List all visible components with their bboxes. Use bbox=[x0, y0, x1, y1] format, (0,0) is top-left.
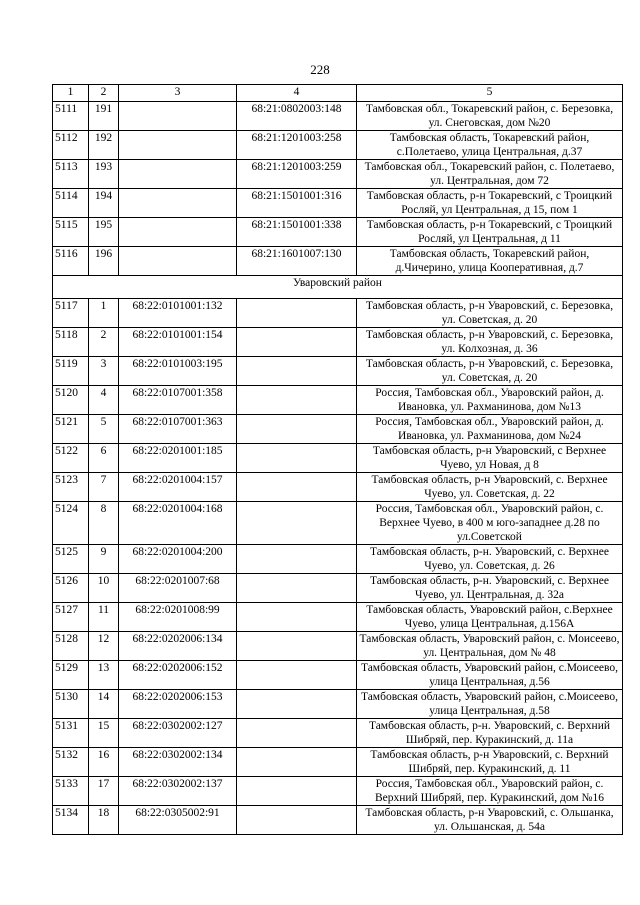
cadastral-number-col3: 68:22:0107001:363 bbox=[119, 415, 237, 444]
table-row bbox=[53, 444, 623, 473]
row-number: 5113 bbox=[53, 160, 89, 189]
row-number: 5132 bbox=[53, 748, 89, 777]
cadastral-number-col4 bbox=[237, 719, 357, 748]
address-cell: Тамбовская область, р-н. Уваровский, с. Верхнее Чуево, ул. Центральная, д. 32а bbox=[357, 574, 623, 603]
table-row bbox=[53, 748, 623, 777]
row-number: 5116 bbox=[53, 247, 89, 276]
address-cell: Тамбовская область, Уваровский район, с.Верхнее Чуево, улица Центральная, д.156А bbox=[357, 603, 623, 632]
row-number: 5127 bbox=[53, 603, 89, 632]
address-cell: Тамбовская область, р-н. Уваровский, с. Верхний Шибряй, пер. Куракинский, д. 11а bbox=[357, 719, 623, 748]
address-cell: Тамбовская область, Уваровский район, с.Моисеево, улица Центральная, д.56 bbox=[357, 661, 623, 690]
item-number: 16 bbox=[89, 748, 119, 777]
address-cell: Тамбовская область, р-н Токаревский, с Троицкий Росляй, ул Центральная, д 11 bbox=[357, 218, 623, 247]
cadastral-number-col4 bbox=[237, 545, 357, 574]
item-number: 194 bbox=[89, 189, 119, 218]
page-number: 228 bbox=[310, 62, 330, 77]
table-row bbox=[53, 545, 623, 574]
table-row bbox=[53, 661, 623, 690]
cadastral-number-col3: 68:22:0101001:154 bbox=[119, 328, 237, 357]
district-title: Уваровский район bbox=[53, 276, 623, 299]
row-number: 5126 bbox=[53, 574, 89, 603]
cadastral-number-col4: 68:21:0802003:148 bbox=[237, 102, 357, 131]
address-cell: Тамбовская область, Уваровский район, с.Моисеево, улица Центральная, д.58 bbox=[357, 690, 623, 719]
cadastral-number-col3: 68:22:0302002:127 bbox=[119, 719, 237, 748]
column-header: 4 bbox=[237, 85, 357, 102]
cadastral-number-col4 bbox=[237, 777, 357, 806]
item-number: 15 bbox=[89, 719, 119, 748]
table-row bbox=[53, 189, 623, 218]
cadastral-number-col3: 68:22:0201001:185 bbox=[119, 444, 237, 473]
row-number: 5115 bbox=[53, 218, 89, 247]
row-number: 5122 bbox=[53, 444, 89, 473]
item-number: 14 bbox=[89, 690, 119, 719]
address-cell: Тамбовская область, р-н Уваровский, с. Верхнее Чуево, ул. Советская, д. 22 bbox=[357, 473, 623, 502]
row-number: 5118 bbox=[53, 328, 89, 357]
row-number: 5134 bbox=[53, 806, 89, 835]
cadastral-number-col4: 68:21:1201003:258 bbox=[237, 131, 357, 160]
row-number: 5123 bbox=[53, 473, 89, 502]
cadastral-number-col4 bbox=[237, 748, 357, 777]
cadastral-number-col3 bbox=[119, 160, 237, 189]
address-cell: Тамбовская область, Токаревский район, с.Полетаево, улица Центральная, д.37 bbox=[357, 131, 623, 160]
cadastral-number-col4 bbox=[237, 328, 357, 357]
item-number: 9 bbox=[89, 545, 119, 574]
address-cell: Тамбовская область, Уваровский район, с. Моисеево, ул. Центральная, дом № 48 bbox=[357, 632, 623, 661]
table-row bbox=[53, 632, 623, 661]
cadastral-number-col4 bbox=[237, 632, 357, 661]
table-row bbox=[53, 473, 623, 502]
cadastral-number-col4 bbox=[237, 806, 357, 835]
row-number: 5120 bbox=[53, 386, 89, 415]
cadastral-number-col3: 68:22:0202006:134 bbox=[119, 632, 237, 661]
table-row bbox=[53, 574, 623, 603]
district-section-row bbox=[53, 276, 623, 299]
table-row bbox=[53, 806, 623, 835]
row-number: 5133 bbox=[53, 777, 89, 806]
row-number: 5111 bbox=[53, 102, 89, 131]
cadastral-number-col3: 68:22:0305002:91 bbox=[119, 806, 237, 835]
item-number: 11 bbox=[89, 603, 119, 632]
item-number: 2 bbox=[89, 328, 119, 357]
cadastral-number-col4 bbox=[237, 444, 357, 473]
address-cell: Тамбовская область, р-н Уваровский, с. Березовка, ул. Советская, д. 20 bbox=[357, 357, 623, 386]
item-number: 196 bbox=[89, 247, 119, 276]
row-number: 5124 bbox=[53, 502, 89, 545]
address-cell: Тамбовская область, р-н Уваровский, с Верхнее Чуево, ул Новая, д 8 bbox=[357, 444, 623, 473]
cadastral-number-col3: 68:22:0202006:153 bbox=[119, 690, 237, 719]
row-number: 5117 bbox=[53, 299, 89, 328]
item-number: 1 bbox=[89, 299, 119, 328]
table-header-row bbox=[53, 85, 623, 102]
row-number: 5128 bbox=[53, 632, 89, 661]
item-number: 8 bbox=[89, 502, 119, 545]
item-number: 195 bbox=[89, 218, 119, 247]
cadastral-number-col4 bbox=[237, 415, 357, 444]
row-number: 5131 bbox=[53, 719, 89, 748]
cadastral-number-col4 bbox=[237, 299, 357, 328]
address-cell: Тамбовская область, р-н. Уваровский, с. Верхнее Чуево, ул. Советская, д. 26 bbox=[357, 545, 623, 574]
item-number: 193 bbox=[89, 160, 119, 189]
item-number: 13 bbox=[89, 661, 119, 690]
item-number: 10 bbox=[89, 574, 119, 603]
table-row bbox=[53, 502, 623, 545]
cadastral-number-col3: 68:22:0101001:132 bbox=[119, 299, 237, 328]
cadastral-number-col4 bbox=[237, 661, 357, 690]
address-cell: Россия, Тамбовская обл., Уваровский район, д. Ивановка, ул. Рахманинова, дом №13 bbox=[357, 386, 623, 415]
cadastral-number-col4: 68:21:1601007:130 bbox=[237, 247, 357, 276]
address-cell: Тамбовская обл., Токаревский район, с. Березовка, ул. Снеговская, дом №20 bbox=[357, 102, 623, 131]
table-row bbox=[53, 328, 623, 357]
cadastral-number-col3: 68:22:0201004:200 bbox=[119, 545, 237, 574]
cadastral-number-col3: 68:22:0302002:137 bbox=[119, 777, 237, 806]
address-cell: Россия, Тамбовская обл., Уваровский район, с. Верхний Шибряй, пер. Куракинский, дом №16 bbox=[357, 777, 623, 806]
item-number: 12 bbox=[89, 632, 119, 661]
table-row bbox=[53, 218, 623, 247]
table-row bbox=[53, 603, 623, 632]
address-cell: Тамбовская область, р-н Уваровский, с. Березовка, ул. Советская, д. 20 bbox=[357, 299, 623, 328]
row-number: 5121 bbox=[53, 415, 89, 444]
table-row bbox=[53, 386, 623, 415]
table-row bbox=[53, 719, 623, 748]
table-row bbox=[53, 299, 623, 328]
item-number: 192 bbox=[89, 131, 119, 160]
row-number: 5112 bbox=[53, 131, 89, 160]
cadastral-number-col3 bbox=[119, 102, 237, 131]
row-number: 5130 bbox=[53, 690, 89, 719]
address-cell: Тамбовская область, р-н Уваровский, с. Верхний Шибряй, пер. Куракинский, д. 11 bbox=[357, 748, 623, 777]
cadastral-number-col3 bbox=[119, 189, 237, 218]
cadastral-number-col3: 68:22:0201008:99 bbox=[119, 603, 237, 632]
cadastral-number-col3: 68:22:0302002:134 bbox=[119, 748, 237, 777]
cadastral-number-col4 bbox=[237, 386, 357, 415]
table-row bbox=[53, 690, 623, 719]
table-row bbox=[53, 415, 623, 444]
row-number: 5119 bbox=[53, 357, 89, 386]
item-number: 3 bbox=[89, 357, 119, 386]
cadastral-number-col3 bbox=[119, 247, 237, 276]
item-number: 191 bbox=[89, 102, 119, 131]
property-register-table bbox=[52, 84, 623, 835]
cadastral-number-col3 bbox=[119, 218, 237, 247]
column-header: 3 bbox=[119, 85, 237, 102]
cadastral-number-col4: 68:21:1201003:259 bbox=[237, 160, 357, 189]
cadastral-number-col4 bbox=[237, 690, 357, 719]
item-number: 18 bbox=[89, 806, 119, 835]
cadastral-number-col3: 68:22:0101003:195 bbox=[119, 357, 237, 386]
cadastral-number-col4 bbox=[237, 603, 357, 632]
column-header: 2 bbox=[89, 85, 119, 102]
address-cell: Тамбовская область, р-н Токаревский, с Троицкий Росляй, ул Центральная, д 15, пом 1 bbox=[357, 189, 623, 218]
column-header: 1 bbox=[53, 85, 89, 102]
table-row bbox=[53, 131, 623, 160]
row-number: 5125 bbox=[53, 545, 89, 574]
address-cell: Тамбовская область, р-н Уваровский, с. Ольшанка, ул. Ольшанская, д. 54а bbox=[357, 806, 623, 835]
address-cell: Тамбовская область, р-н Уваровский, с. Березовка, ул. Колхозная, д. 36 bbox=[357, 328, 623, 357]
table-row bbox=[53, 102, 623, 131]
address-cell: Россия, Тамбовская обл., Уваровский район, д. Ивановка, ул. Рахманинова, дом №24 bbox=[357, 415, 623, 444]
item-number: 6 bbox=[89, 444, 119, 473]
cadastral-number-col3: 68:22:0201004:157 bbox=[119, 473, 237, 502]
table-row bbox=[53, 247, 623, 276]
cadastral-number-col4 bbox=[237, 574, 357, 603]
row-number: 5129 bbox=[53, 661, 89, 690]
cadastral-number-col4 bbox=[237, 502, 357, 545]
address-cell: Тамбовская обл., Токаревский район, с. Полетаево, ул. Центральная, дом 72 bbox=[357, 160, 623, 189]
cadastral-number-col3: 68:22:0107001:358 bbox=[119, 386, 237, 415]
cadastral-number-col3: 68:22:0202006:152 bbox=[119, 661, 237, 690]
cadastral-number-col3: 68:22:0201007:68 bbox=[119, 574, 237, 603]
cadastral-number-col3: 68:22:0201004:168 bbox=[119, 502, 237, 545]
table-row bbox=[53, 160, 623, 189]
column-header: 5 bbox=[357, 85, 623, 102]
item-number: 17 bbox=[89, 777, 119, 806]
row-number: 5114 bbox=[53, 189, 89, 218]
address-cell: Россия, Тамбовская обл., Уваровский район, с. Верхнее Чуево, в 400 м юго-западнее д.28 по ул.Советской bbox=[357, 502, 623, 545]
table-row bbox=[53, 357, 623, 386]
cadastral-number-col4 bbox=[237, 473, 357, 502]
address-cell: Тамбовская область, Токаревский район, д.Чичерино, улица Кооперативная, д.7 bbox=[357, 247, 623, 276]
cadastral-number-col3 bbox=[119, 131, 237, 160]
item-number: 4 bbox=[89, 386, 119, 415]
cadastral-number-col4: 68:21:1501001:338 bbox=[237, 218, 357, 247]
item-number: 5 bbox=[89, 415, 119, 444]
cadastral-number-col4: 68:21:1501001:316 bbox=[237, 189, 357, 218]
table-row bbox=[53, 777, 623, 806]
item-number: 7 bbox=[89, 473, 119, 502]
cadastral-number-col4 bbox=[237, 357, 357, 386]
